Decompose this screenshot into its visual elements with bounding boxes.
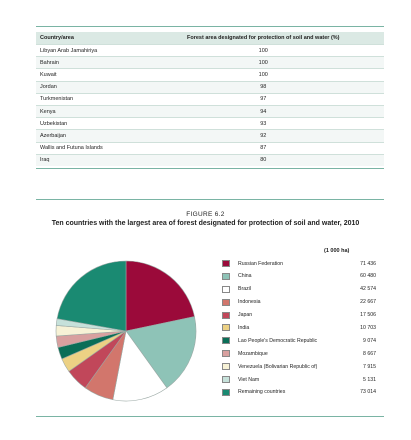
legend-item: [222, 348, 388, 361]
legend-swatch: [222, 363, 230, 370]
table-row: [36, 69, 384, 81]
country-cell: Bahrain: [36, 57, 143, 69]
legend-label: China: [238, 273, 252, 280]
column-header-country: Country/area: [40, 35, 74, 41]
legend-value: 73 014: [360, 389, 376, 396]
legend-label: India: [238, 324, 250, 331]
table-row: [36, 93, 384, 105]
table-row: [36, 105, 384, 117]
table-row: [36, 81, 384, 93]
chart-legend: [222, 258, 388, 400]
legend-value: 60 480: [360, 273, 376, 280]
percent-cell: 92: [143, 130, 385, 142]
legend-value: 7 915: [363, 363, 376, 370]
country-cell: Wallis and Futuna Islands: [36, 142, 143, 154]
legend-item: [222, 284, 388, 297]
country-cell: Kenya: [36, 105, 143, 117]
percent-cell: 94: [143, 105, 385, 117]
table-row: [36, 154, 384, 166]
legend-label: Viet Nam: [238, 376, 260, 383]
legend-item: [222, 297, 388, 310]
legend-swatch: [222, 337, 230, 344]
figure-label: FIGURE 6.2: [186, 211, 225, 218]
country-cell: Azerbaijan: [36, 130, 143, 142]
pie-slice: [57, 261, 126, 331]
legend-label: Japan: [238, 312, 253, 319]
unit-label: (1 000 ha): [324, 248, 350, 254]
figure-bottom-rule: [36, 416, 384, 417]
country-cell: Jordan: [36, 81, 143, 93]
legend-value: 22 667: [360, 299, 376, 306]
table-row: [36, 57, 384, 69]
country-cell: Kuwait: [36, 69, 143, 81]
figure-top-rule: [36, 199, 384, 200]
legend-swatch: [222, 273, 230, 280]
legend-swatch: [222, 376, 230, 383]
table-row: [36, 142, 384, 154]
legend-label: Indonesia: [238, 299, 261, 306]
legend-value: 10 703: [360, 324, 376, 331]
percent-cell: 100: [143, 69, 385, 81]
legend-item: [222, 387, 388, 400]
forest-protection-table: [36, 32, 384, 166]
legend-item: [222, 335, 388, 348]
legend-value: 71 436: [360, 260, 376, 267]
legend-label: Brazil: [238, 286, 251, 293]
percent-cell: 80: [143, 154, 385, 166]
percent-cell: 100: [143, 45, 385, 57]
table-row: [36, 118, 384, 130]
percent-cell: 87: [143, 142, 385, 154]
legend-swatch: [222, 312, 230, 319]
legend-value: 5 131: [363, 376, 376, 383]
percent-cell: 98: [143, 81, 385, 93]
percent-cell: 93: [143, 118, 385, 130]
column-header-percent: Forest area designated for protection of soil and water (%): [187, 35, 340, 41]
legend-swatch: [222, 260, 230, 267]
legend-label: Venezuela (Bolivarian Republic of): [238, 363, 318, 370]
legend-label: Russian Federation: [238, 260, 283, 267]
top-rule: [36, 26, 384, 27]
table-row: [36, 45, 384, 57]
legend-item: [222, 322, 388, 335]
legend-label: Lao People's Democratic Republic: [238, 337, 318, 344]
legend-item: [222, 271, 388, 284]
table-header-row: [36, 32, 384, 45]
legend-swatch: [222, 286, 230, 293]
legend-item: [222, 258, 388, 271]
country-cell: Turkmenistan: [36, 93, 143, 105]
country-cell: Uzbekistan: [36, 118, 143, 130]
legend-item: [222, 310, 388, 323]
pie-chart: [52, 257, 200, 405]
table-row: [36, 130, 384, 142]
legend-label: Mozambique: [238, 350, 268, 357]
legend-value: 9 074: [363, 337, 376, 344]
country-cell: Iraq: [36, 154, 143, 166]
legend-label: Remaining countries: [238, 389, 286, 396]
legend-swatch: [222, 350, 230, 357]
country-cell: Libyan Arab Jamahiriya: [36, 45, 143, 57]
legend-item: [222, 361, 388, 374]
legend-swatch: [222, 389, 230, 396]
legend-value: 8 667: [363, 350, 376, 357]
legend-swatch: [222, 299, 230, 306]
legend-value: 17 506: [360, 312, 376, 319]
chart-title: Ten countries with the largest area of forest designated for protection of soil and water, 2010: [51, 220, 360, 227]
percent-cell: 100: [143, 57, 385, 69]
table-bottom-rule: [36, 168, 384, 169]
legend-item: [222, 374, 388, 387]
percent-cell: 97: [143, 93, 385, 105]
legend-value: 42 574: [360, 286, 376, 293]
legend-swatch: [222, 324, 230, 331]
